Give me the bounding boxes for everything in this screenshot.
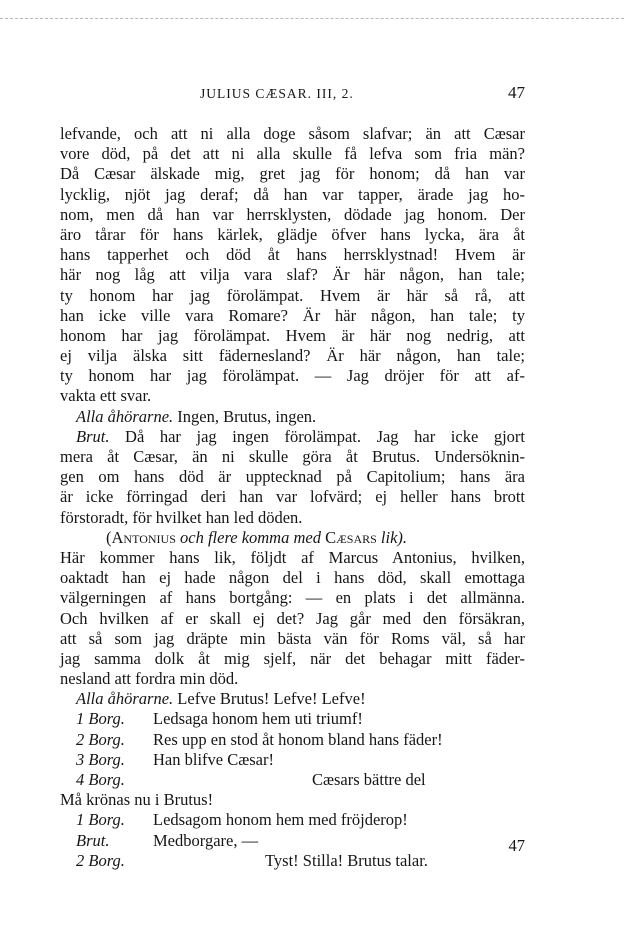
- speech-alla-1: [60, 407, 525, 427]
- text-line: nesland att fordra min död.: [60, 669, 239, 689]
- speech-borg-1: [60, 709, 525, 729]
- page-header: [60, 83, 525, 107]
- speech-text: Lefve Brutus! Lefve! Lefve!: [177, 689, 366, 709]
- text-line: välgerningen af hans bortgång: — en plats i det allmänna.: [60, 588, 525, 608]
- speech-text: Ingen, Brutus, ingen.: [177, 406, 317, 426]
- text-line: lefvande, och att ni alla doge såsom slafvar; än att Cæsar: [60, 124, 525, 143]
- text-line: ty honom har jag förolämpat. — Jag dröjer för att af-: [60, 366, 525, 386]
- speech-text: Ledsaga honom hem uti triumf!: [153, 709, 363, 729]
- text-line: ej vilja älska sitt fädernesland? Är här någon, han tale;: [60, 346, 525, 366]
- speech-brut-2: [60, 831, 525, 851]
- speech-text: Res upp en stod åt honom bland hans fäder!: [153, 729, 443, 749]
- text-line: Då Cæsar älskade mig, gret jag för honom; då han var: [60, 164, 525, 184]
- speech-alla-2: [60, 689, 525, 709]
- stage-paren: (: [106, 527, 112, 547]
- speaker-label: 1 Borg.: [76, 709, 125, 729]
- stage-direction: [60, 528, 525, 548]
- text-line: honom har jag förolämpat. Hvem är här nog nedrig, att: [60, 325, 525, 345]
- stage-text: och flere komma med: [180, 527, 321, 547]
- text-line: vakta ett svar.: [60, 386, 152, 406]
- text-line: nom, men då han var herrsklysten, dödade jag honom. Der: [60, 204, 525, 224]
- text-line: hans tapperhet och död åt hans herrsklystnad! Hvem är: [60, 245, 525, 265]
- text-line: är icke förringad deri han var lofvärd; ej heller hans brott: [60, 487, 525, 507]
- text-line: Här kommer hans lik, följdt af Marcus Antonius, hvilken,: [60, 547, 525, 567]
- footer-page-number: 47: [508, 836, 525, 855]
- speech-borg-2b: [60, 851, 525, 871]
- stage-text: lik).: [380, 527, 408, 547]
- text-line: Och hvilken af er skall ej det? Jag går med den försäkran,: [60, 608, 525, 628]
- speech-text: Då har jag ingen förolämpat. Jag har icke gjort: [125, 426, 526, 446]
- speech-borg-2: [60, 730, 525, 750]
- speech-text: Ledsagom honom hem med fröjderop!: [153, 810, 408, 830]
- page-body: [60, 124, 525, 871]
- text-line: att så som jag dräpte min bästa vän för Roms väl, så har: [60, 628, 525, 648]
- speech-borg-4: [60, 770, 525, 790]
- text-line: jag samma dolk åt mig sjelf, när det behagar mitt fäder-: [60, 648, 525, 668]
- speech-text: Tyst! Stilla! Brutus talar.: [265, 850, 428, 870]
- speaker-label: Alla åhörarne.: [76, 689, 174, 709]
- speaker-label: 2 Borg.: [76, 850, 125, 870]
- text-line: ty honom har jag förolämpat. Hvem är här så rå, att: [60, 285, 525, 305]
- speech-text: Cæsars bättre del: [312, 770, 426, 789]
- speech-borg-1b: [60, 810, 525, 830]
- speaker-label: 3 Borg.: [76, 749, 125, 769]
- page-number: 47: [508, 83, 525, 102]
- speaker-label: Alla åhörarne.: [76, 406, 174, 426]
- text-line: Må krönas nu i Brutus!: [60, 790, 214, 810]
- speech-text: Han blifve Cæsar!: [153, 749, 274, 769]
- speaker-label: 4 Borg.: [76, 770, 125, 789]
- speaker-label: Brut.: [76, 830, 110, 850]
- text-line: gen om hans död är upptecknad på Capitolium; hans ära: [60, 467, 525, 487]
- top-rule: [0, 18, 624, 19]
- text-line: förstoradt, för hvilket han led döden.: [60, 507, 303, 527]
- stage-name: Antonius: [111, 527, 176, 547]
- speaker-label: Brut.: [76, 426, 110, 446]
- stage-name: Cæsars: [325, 527, 377, 547]
- text-line: här nog låg att vilja vara slaf? Är här någon, han tale;: [60, 265, 525, 285]
- speaker-label: 2 Borg.: [76, 729, 125, 749]
- text-line: lycklig, njöt jag deraf; då han var tapper, ärade jag ho-: [60, 184, 525, 204]
- speaker-label: 1 Borg.: [76, 810, 125, 830]
- text-line: mera åt Cæsar, än ni skulle göra åt Brutus. Undersöknin-: [60, 447, 525, 466]
- speech-brut-1: [60, 427, 525, 447]
- speech-borg-3: [60, 750, 525, 770]
- text-line: oaktadt han ej hade någon del i hans död, skall emottaga: [60, 568, 525, 588]
- running-title: JULIUS CÆSAR. III, 2.: [200, 86, 354, 101]
- text-line: vore död, på det att ni alla skulle få lefva som fria män?: [60, 144, 525, 164]
- text-line: han icke ville vara Romare? Är här någon, han tale; ty: [60, 305, 525, 325]
- text-line: äro tårar för hans kärlek, glädje öfver hans lycka, ära åt: [60, 224, 525, 244]
- speech-text: Medborgare, —: [153, 830, 259, 850]
